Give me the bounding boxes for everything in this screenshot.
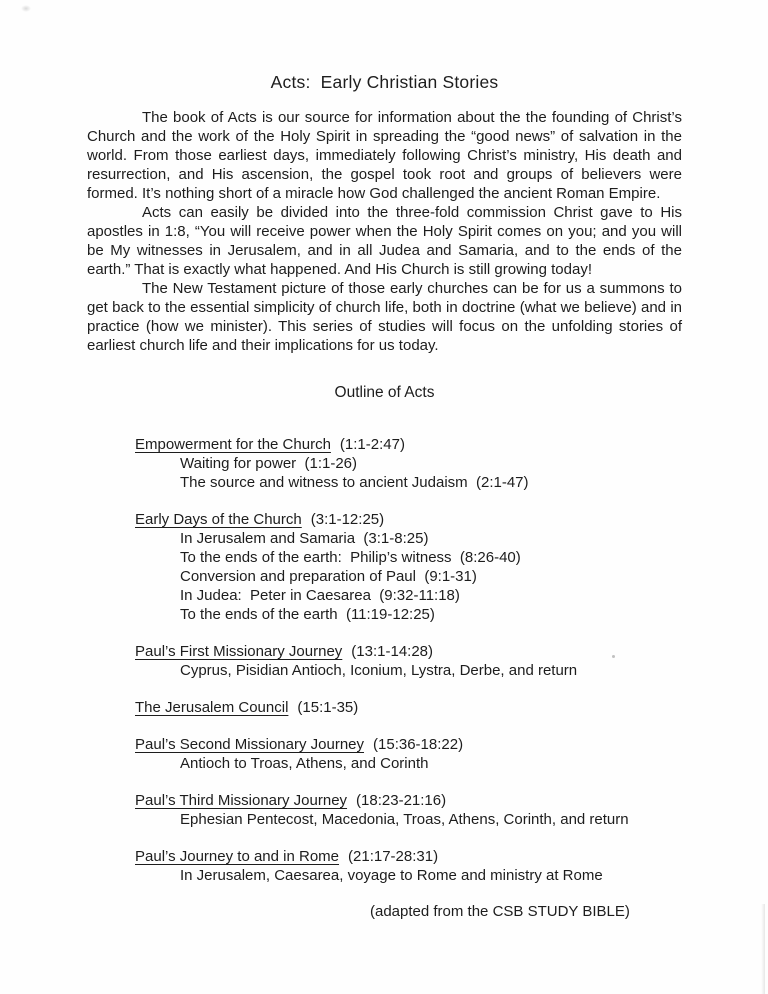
intro-paragraph-3: The New Testament picture of those early churches can be for us a summons to get back to the essential simplicity of church life, both in doctrine (what we believe) and in practice (how we minister). This series of studies will focus on the unfolding stories of earliest church life and their implications for us today.: [87, 280, 682, 354]
scan-edge-shadow: [761, 904, 765, 994]
outline-heading: Paul’s Second Missionary Journey: [135, 736, 365, 753]
scripture-ref: (15:36-18:22): [373, 736, 464, 753]
outline-section-third-journey: [135, 791, 682, 829]
scripture-ref: (21:17-28:31): [348, 848, 439, 865]
scripture-ref: (1:1-2:47): [339, 436, 405, 453]
outline-heading: The Jerusalem Council: [135, 699, 289, 716]
page-title: Acts: Early Christian Stories: [270, 72, 499, 92]
outline-title: Outline of Acts: [334, 384, 435, 401]
outline-subitem: To the ends of the earth: Philip’s witness (8:26-40): [180, 549, 521, 566]
scripture-ref: (18:23-21:16): [356, 792, 447, 809]
outline-of-acts: [135, 435, 682, 885]
outline-heading: Paul’s Journey to and in Rome: [135, 848, 340, 865]
outline-section-early-days: [135, 510, 682, 624]
outline-section-first-journey: [135, 642, 682, 680]
outline-subitem: Antioch to Troas, Athens, and Corinth: [180, 755, 429, 772]
outline-subitem: Cyprus, Pisidian Antioch, Iconium, Lystra, Derbe, and return: [180, 662, 578, 679]
scripture-ref: (13:1-14:28): [351, 643, 434, 660]
outline-subitem: The source and witness to ancient Judaism (2:1-47): [180, 474, 529, 491]
intro-paragraph-2: Acts can easily be divided into the three-fold commission Christ gave to His apostles in 1:8, “You will receive power when the Holy Spirit comes on you; and you will be My witnesses in Jerusalem, and in all Judea and Samaria, and to the ends of the earth.” That is exactly what happened. And His Church is still growing today!: [87, 204, 682, 278]
outline-section-second-journey: [135, 735, 682, 773]
scan-smudge-mark: [21, 5, 31, 12]
outline-heading-line: [135, 735, 682, 754]
credit-line: (adapted from the CSB STUDY BIBLE): [370, 903, 630, 920]
outline-heading: Empowerment for the Church: [135, 436, 331, 453]
scripture-ref: (3:1-12:25): [310, 511, 385, 528]
outline-subitem: Conversion and preparation of Paul (9:1-31): [180, 568, 477, 585]
page-content: [87, 72, 682, 920]
outline-heading-line: [135, 847, 682, 866]
outline-heading-line: [135, 510, 682, 529]
intro-paragraph-1: The book of Acts is our source for information about the the founding of Christ’s Church and the work of the Holy Spirit in spreading the “good news” of salvation in the world. From those earliest days, immediately following Christ’s ministry, His death and resurrection, and His ascension, the gospel took root and groups of believers were formed. It’s nothing short of a miracle how God challenged the ancient Roman Empire.: [87, 109, 682, 202]
outline-subitem: In Jerusalem and Samaria (3:1-8:25): [180, 530, 429, 547]
outline-heading-line: [135, 698, 682, 717]
intro-section: [87, 108, 682, 355]
outline-subitem: Ephesian Pentecost, Macedonia, Troas, Athens, Corinth, and return: [180, 811, 629, 828]
outline-heading-line: [135, 791, 682, 810]
scripture-ref: (15:1-35): [297, 699, 359, 716]
outline-heading: Paul’s First Missionary Journey: [135, 643, 343, 660]
outline-subitem: To the ends of the earth (11:19-12:25): [180, 606, 435, 623]
outline-section-empowerment: [135, 435, 682, 492]
outline-subitem: In Judea: Peter in Caesarea (9:32-11:18): [180, 587, 460, 604]
outline-section-jerusalem-council: [135, 698, 682, 717]
outline-subitem: Waiting for power (1:1-26): [180, 455, 358, 472]
outline-heading-line: [135, 642, 682, 661]
outline-section-journey-to-rome: [135, 847, 682, 885]
outline-heading: Paul’s Third Missionary Journey: [135, 792, 348, 809]
outline-heading-line: [135, 435, 682, 454]
outline-heading: Early Days of the Church: [135, 511, 302, 528]
outline-subitem: In Jerusalem, Caesarea, voyage to Rome and ministry at Rome: [180, 867, 603, 884]
